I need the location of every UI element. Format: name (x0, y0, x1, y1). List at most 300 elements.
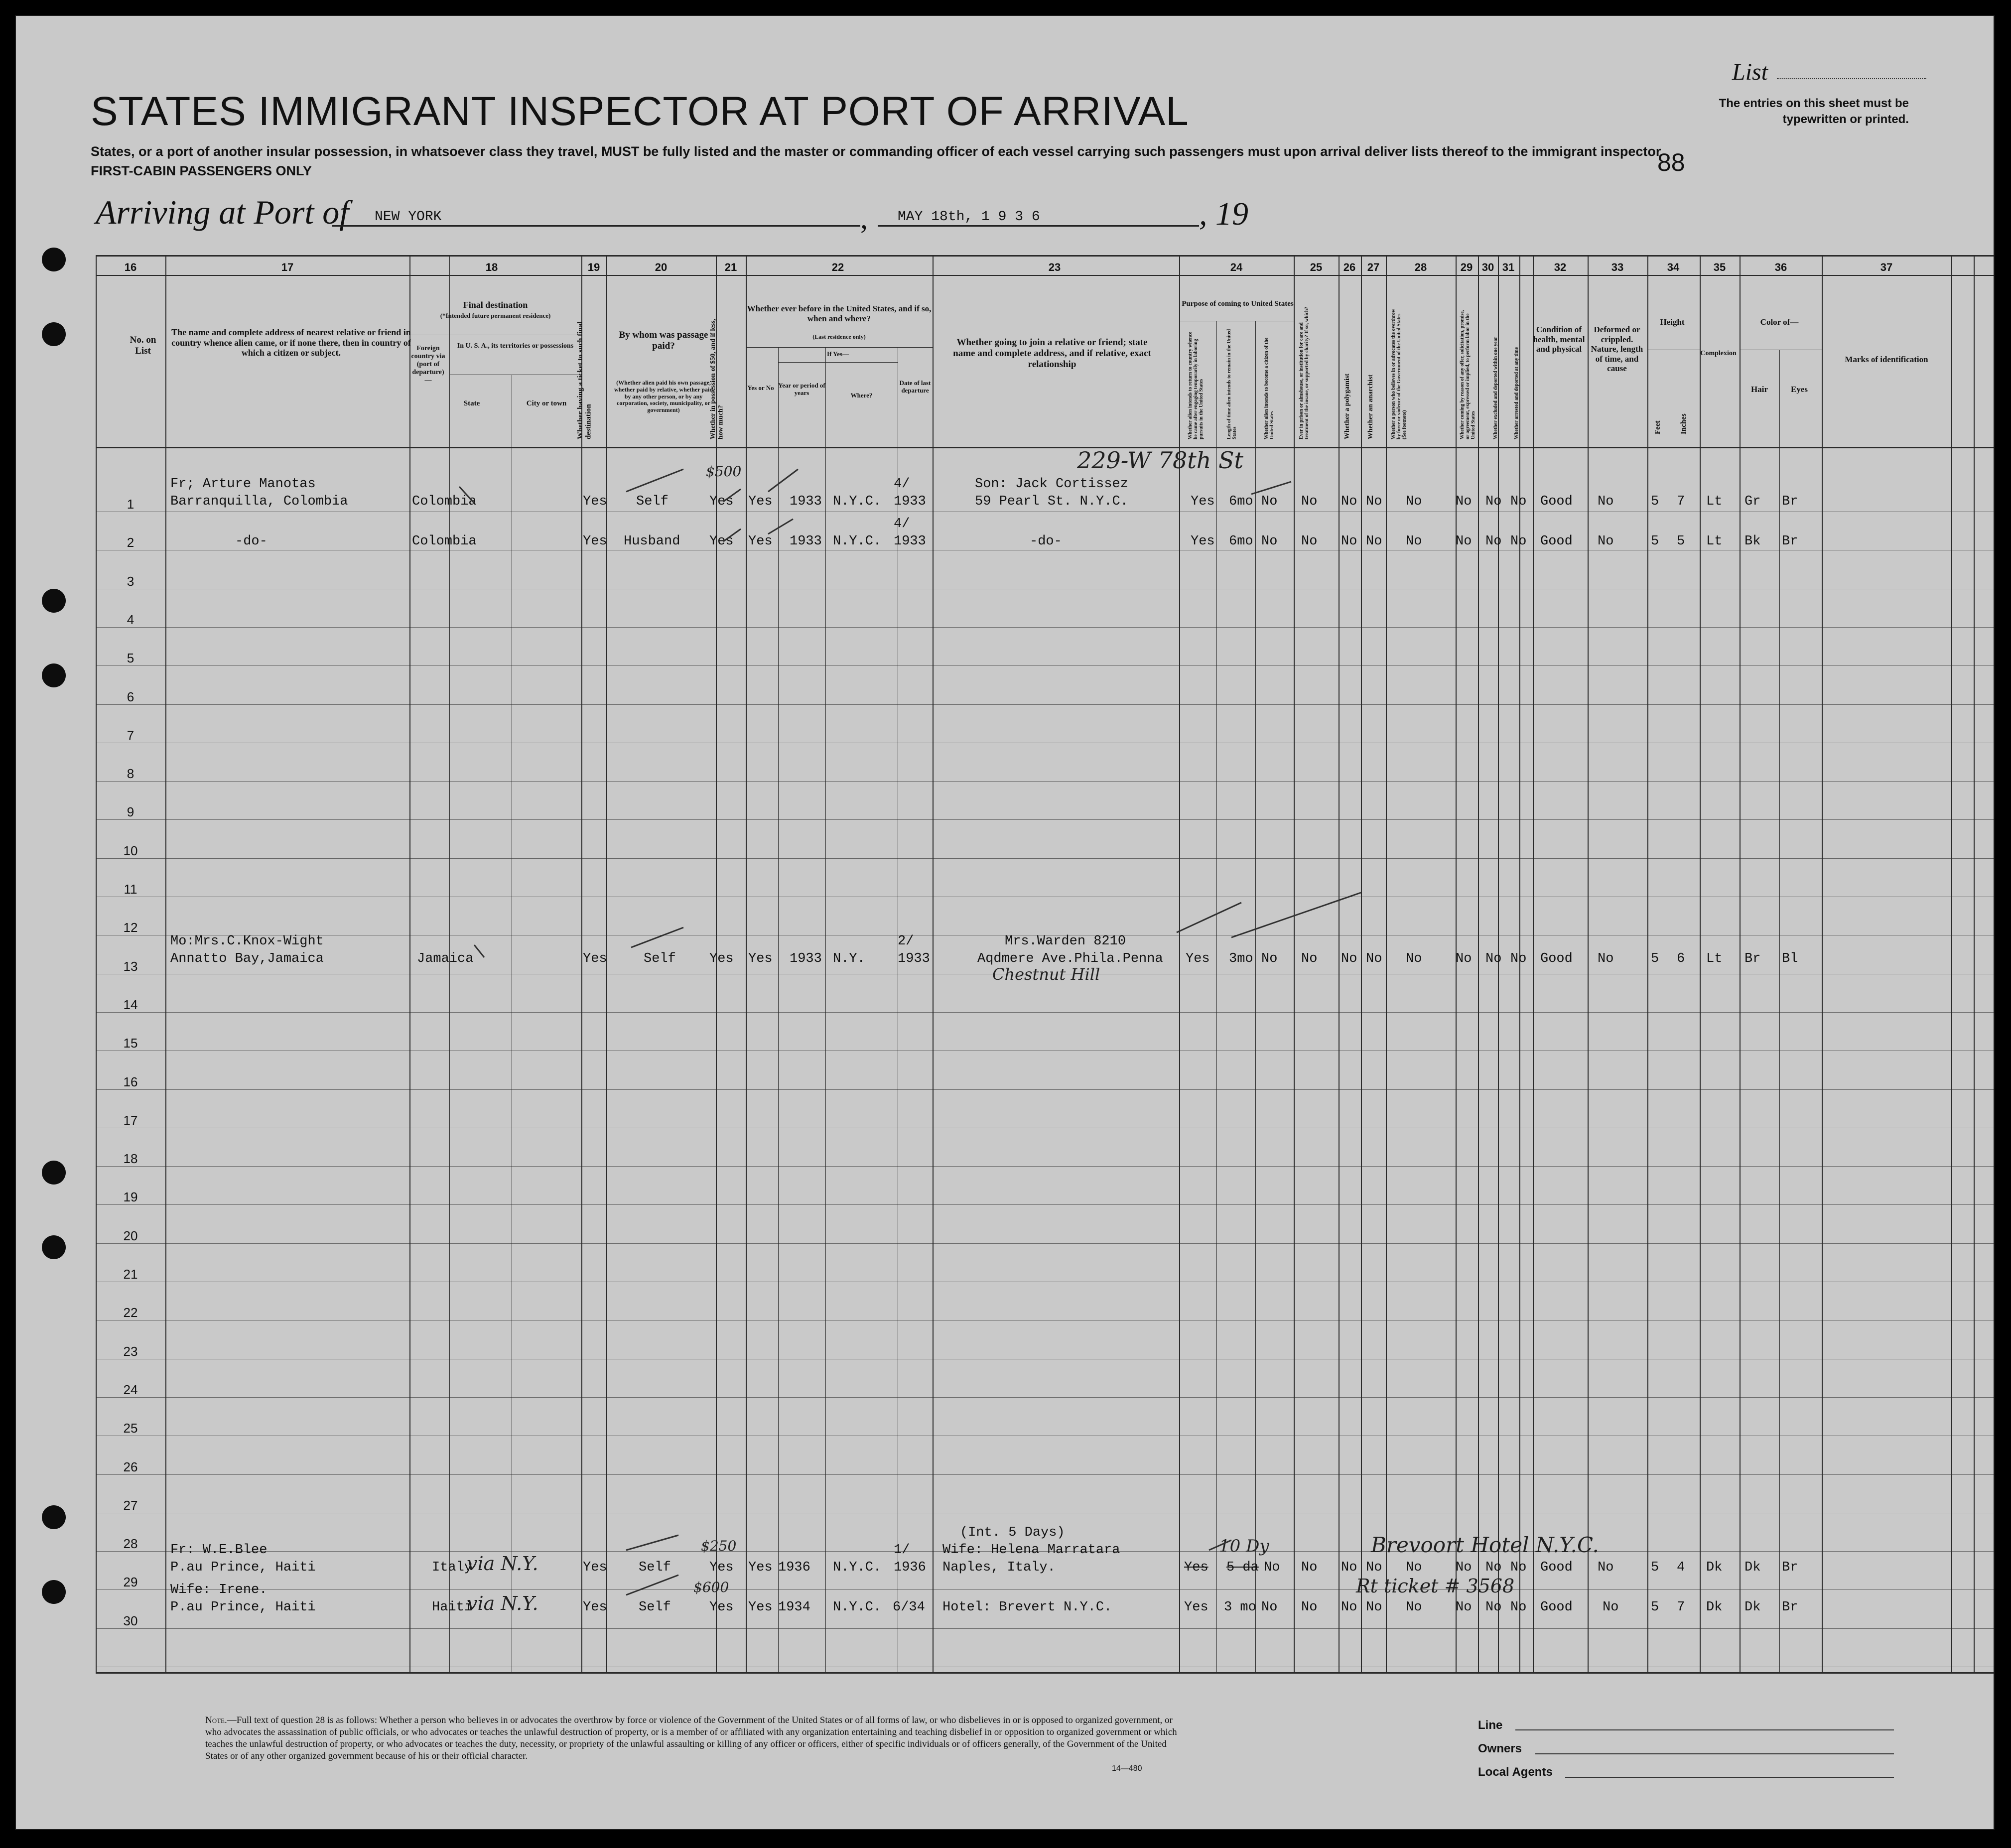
join-address: Aqdmere Ave.Phila.Penna (977, 951, 1163, 966)
overthrow: No (1406, 494, 1422, 509)
column-rule (1339, 255, 1340, 1672)
header-bottom-border (96, 447, 1994, 448)
relative-address: P.au Prince, Haiti (170, 1560, 316, 1575)
header-excluded: Whether excluded and deported within one year (1493, 337, 1498, 439)
row-rule (96, 1012, 1994, 1013)
column-rule (778, 347, 779, 1672)
length-of-stay: 3 mo (1224, 1600, 1256, 1615)
handwritten-length: 10 Dy (1219, 1536, 1269, 1556)
relative-address: P.au Prince, Haiti (170, 1600, 316, 1615)
last-departure: 2/ (898, 934, 914, 949)
row-number: 8 (127, 766, 134, 782)
height-inches: 7 (1677, 1600, 1685, 1615)
line-label: Line (1478, 1718, 1503, 1732)
row-number: 16 (123, 1074, 138, 1089)
excluded: No (1485, 494, 1502, 509)
column-rule (1700, 255, 1701, 1672)
line-field (1515, 1729, 1894, 1730)
polygamist: No (1341, 534, 1357, 549)
row-rule (96, 858, 1994, 859)
row-number: 30 (123, 1613, 138, 1628)
column-number: 20 (655, 261, 668, 273)
polygamist: No (1341, 494, 1357, 509)
anarchist: No (1366, 494, 1382, 509)
join-relative: Wife: Helena Marratara (942, 1543, 1120, 1558)
column-rule (1478, 255, 1479, 1672)
before-where: N.Y.C. (833, 534, 882, 549)
header-overthrow: Whether a person who believes in or advocates the overthrow by force or violence of the Government of the United States (See footnote) (1391, 309, 1407, 439)
purpose: Yes (1191, 494, 1215, 509)
anarchist: No (1366, 1600, 1382, 1615)
overthrow: No (1406, 951, 1422, 966)
header-yes-no: Yes or No (747, 384, 774, 392)
row-number: 10 (123, 843, 138, 858)
column-rule (1740, 255, 1741, 1672)
row-rule (96, 1628, 1994, 1629)
excluded: No (1485, 534, 1502, 549)
height-inches: 6 (1677, 951, 1685, 966)
instructions-line-2: FIRST-CABIN PASSENGERS ONLY (91, 163, 312, 178)
row-rule (96, 1166, 1994, 1167)
column-number-divider (96, 275, 1994, 276)
join-address: 59 Pearl St. N.Y.C. (975, 494, 1128, 509)
header-feet: Feet (1654, 420, 1662, 434)
column-rule (165, 255, 166, 1672)
overthrow: No (1406, 534, 1422, 549)
header-purpose-length: Length of time alien intends to remain in the United States (1226, 329, 1237, 439)
column-number: 32 (1554, 261, 1567, 273)
column-number: 35 (1713, 261, 1726, 273)
header-year: Year or period of years (778, 382, 825, 396)
length-of-stay: 6mo (1229, 534, 1253, 549)
header-height: Height (1660, 317, 1685, 327)
complexion: Dk (1706, 1600, 1723, 1615)
column-number: 30 (1481, 261, 1494, 273)
table-top-border (96, 255, 1994, 257)
binder-hole (42, 322, 66, 346)
last-departure: 6/34 (893, 1600, 925, 1615)
header-join-relative: Whether going to join a relative or friend; state name and complete address, and if relative, exact relationship (953, 337, 1151, 370)
foreign-country: Italy (432, 1560, 473, 1575)
header-passage-paid: By whom was passage paid? (619, 330, 708, 351)
ticket: Yes (583, 951, 607, 966)
handwritten-address: 229-W 78th St (1077, 447, 1243, 474)
prison: No (1301, 1560, 1318, 1575)
foreign-country: Colombia (412, 534, 477, 549)
header-passage-paid-note: (Whether alien paid his own passage, whether paid by relative, whether paid by any other person, or by any corporation, society, municipality, or government) (614, 379, 713, 414)
polygamist: No (1341, 951, 1357, 966)
column-number: 25 (1310, 261, 1323, 273)
sheet-number: 88 (1657, 148, 1685, 176)
height-feet: 5 (1651, 1600, 1659, 1615)
subheader-rule (746, 347, 933, 348)
binder-hole (42, 1161, 66, 1185)
join-relative: Son: Jack Cortissez (975, 477, 1128, 492)
column-number: 27 (1367, 261, 1380, 273)
passage-paid-by: Husband (624, 534, 680, 549)
labor-offer: No (1456, 951, 1472, 966)
subheader-rule (778, 362, 898, 363)
handwritten-via: via N.Y. (467, 1592, 538, 1614)
row-rule (96, 1474, 1994, 1475)
foreign-country: Jamaica (417, 951, 474, 966)
before-yes-no: Yes (748, 534, 773, 549)
anarchist: No (1366, 1560, 1382, 1575)
intends-citizen: No (1261, 534, 1278, 549)
header-ticket: Whether having a ticket to such final destination (576, 321, 593, 439)
owners-field (1535, 1753, 1894, 1754)
port-line (332, 225, 860, 227)
row-rule (96, 819, 1994, 820)
ticket: Yes (583, 1560, 607, 1575)
hair: Gr (1744, 494, 1761, 509)
complexion: Lt (1706, 494, 1723, 509)
local-agents-field (1565, 1777, 1894, 1778)
row-number: 1 (127, 497, 134, 512)
column-number: 28 (1414, 261, 1427, 273)
column-number: 21 (724, 261, 737, 273)
join-relative: Mrs.Warden 8210 (1005, 934, 1126, 949)
row-number: 24 (123, 1382, 138, 1397)
purpose: Yes (1184, 1600, 1208, 1615)
column-number: 23 (1048, 261, 1061, 273)
column-rule (1588, 255, 1589, 1672)
before-yes-no: Yes (748, 951, 773, 966)
passage-paid-by: Self (644, 951, 676, 966)
row-number: 12 (123, 920, 138, 935)
owners-label: Owners (1478, 1742, 1522, 1755)
complexion: Lt (1706, 951, 1723, 966)
header-prison: Ever in prison or almshouse, or institution for care and treatment of the insane, or supported by charity? If so, which? (1299, 306, 1310, 439)
length-of-stay: 6mo (1229, 494, 1253, 509)
complexion: Dk (1706, 1560, 1723, 1575)
row-number: 7 (127, 727, 134, 743)
height-inches: 4 (1677, 1560, 1685, 1575)
header-inches: Inches (1680, 413, 1688, 434)
eyes: Br (1782, 534, 1798, 549)
column-rule (1951, 255, 1952, 1672)
eyes: Br (1782, 1600, 1798, 1615)
page-title: STATES IMMIGRANT INSPECTOR AT PORT OF ARRIVAL (91, 89, 1189, 134)
deformed: No (1603, 1600, 1619, 1615)
before-year: 1933 (790, 534, 822, 549)
row-number: 14 (123, 997, 138, 1012)
last-departure: 4/ (894, 477, 910, 492)
polygamist: No (1341, 1560, 1357, 1575)
polygamist: No (1341, 1600, 1357, 1615)
deported: No (1510, 534, 1527, 549)
column-number: 36 (1774, 261, 1787, 273)
header-date-departure: Date of last departure (899, 379, 931, 394)
column-rule (746, 255, 747, 1672)
foreign-country: Haiti (432, 1600, 473, 1615)
column-rule (1386, 255, 1387, 1672)
join-relative: -do- (1030, 534, 1062, 549)
money: Yes (709, 1560, 734, 1575)
list-label: List (1732, 59, 1768, 85)
row-number: 27 (123, 1497, 138, 1513)
handwritten-ticket: Rt ticket # 3568 (1356, 1575, 1515, 1597)
header-foreign-country: Foreign country via (port of departure)— (411, 345, 445, 385)
relative-name: -do- (235, 534, 268, 549)
prison: No (1301, 951, 1318, 966)
form-code: 14—480 (1112, 1764, 1142, 1773)
before-where: N.Y.C. (833, 1600, 882, 1615)
row-rule (96, 627, 1994, 628)
row-number: 2 (127, 535, 134, 550)
handwritten-money: $600 (693, 1579, 729, 1595)
row-number: 5 (127, 651, 134, 666)
header-purpose: Purpose of coming to United States (1182, 300, 1294, 308)
row-number: 11 (124, 882, 137, 897)
instructions-line-1: States, or a port of another insular possession, in whatsoever class they travel, MUST be fully listed and the master or commanding officer of each vessel carrying such passengers must upon arrival deliver lists thereof to the immigrant inspector (91, 144, 1661, 159)
hair: Bk (1744, 534, 1761, 549)
deported: No (1510, 1600, 1527, 1615)
overthrow: No (1406, 1560, 1422, 1575)
height-feet: 5 (1651, 1560, 1659, 1575)
row-rule (96, 1204, 1994, 1205)
handwritten-money: $500 (706, 463, 742, 480)
complexion: Lt (1706, 534, 1723, 549)
purpose: Yes (1191, 534, 1215, 549)
column-number: 24 (1230, 261, 1243, 273)
column-rule (825, 347, 826, 1672)
row-number: 21 (123, 1267, 138, 1282)
header-polygamist: Whether a polygamist (1343, 374, 1351, 439)
passage-paid-by: Self (639, 1560, 671, 1575)
column-number: 31 (1502, 261, 1515, 273)
before-year: 1933 (790, 951, 822, 966)
health: Good (1540, 534, 1573, 549)
column-number: 29 (1460, 261, 1473, 273)
column-rule (1779, 350, 1780, 1672)
header-usa: In U. S. A., its territories or possessions (457, 342, 574, 350)
relative-name: Fr; Arture Manotas (170, 477, 316, 492)
last-departure-year: 1933 (894, 494, 926, 509)
row-number: 22 (123, 1305, 138, 1320)
before-year: 1934 (778, 1600, 810, 1615)
prison: No (1301, 534, 1318, 549)
header-before-in-us: Whether ever before in the United States, and if so, when and where? (747, 304, 932, 323)
header-final-destination-note: (*Intended future permanent residence) (440, 312, 551, 319)
health: Good (1540, 494, 1573, 509)
deported: No (1510, 951, 1527, 966)
column-number: 17 (281, 261, 294, 273)
column-rule (933, 255, 934, 1672)
intends-citizen: No (1264, 1560, 1280, 1575)
deformed: No (1598, 534, 1614, 549)
money: Yes (709, 1600, 734, 1615)
header-labor-offer: Whether coming by reason of any offer, solicitation, promise, or agreement, expressed or implied, to perform labor in the United States (1460, 310, 1476, 439)
footnote-label: Note. (205, 1715, 227, 1725)
typewritten-note: The entries on this sheet must be typewritten or printed. (1719, 97, 1909, 126)
handwritten-via: via N.Y. (467, 1553, 538, 1575)
relative-name: Mo:Mrs.C.Knox-Wight (170, 934, 324, 949)
last-departure-year: 1933 (898, 951, 930, 966)
column-number: 19 (587, 261, 600, 273)
binder-hole (42, 1505, 66, 1529)
row-number: 28 (123, 1536, 138, 1552)
header-hair: Hair (1751, 385, 1768, 394)
column-rule (1974, 255, 1975, 1672)
header-deformed: Deformed or crippled. Nature, length of time, and cause (1591, 325, 1643, 374)
height-feet: 5 (1651, 494, 1659, 509)
row-number: 3 (127, 573, 134, 589)
row-rule (96, 1089, 1994, 1090)
handwritten-join-note: Chestnut Hill (992, 965, 1100, 984)
column-rule (1533, 255, 1534, 1672)
row-rule (96, 704, 1994, 705)
header-city: City or town (526, 399, 567, 407)
local-agents-label: Local Agents (1478, 1765, 1553, 1779)
money: Yes (709, 494, 734, 509)
arriving-label: Arriving at Port of (96, 193, 349, 231)
handwritten-money: $250 (701, 1538, 737, 1554)
health: Good (1540, 1560, 1573, 1575)
intends-citizen: No (1261, 494, 1278, 509)
binder-hole (42, 248, 66, 271)
column-rule (581, 255, 582, 1672)
header-purpose-return: Whether alien intends to return to country whence he came after engaging temporarily in laboring pursuits in the United States (1188, 331, 1204, 439)
column-rule (1255, 321, 1256, 1672)
row-number: 9 (127, 804, 134, 820)
header-complexion: Complexion (1700, 350, 1737, 357)
last-departure: 4/ (894, 517, 910, 531)
row-number: 17 (123, 1112, 138, 1128)
column-rule (1361, 255, 1362, 1672)
health: Good (1540, 951, 1573, 966)
join-relative: Hotel: Brevert N.Y.C. (942, 1600, 1112, 1615)
relative-name: Wife: Irene. (170, 1583, 268, 1597)
header-health: Condition of health, mental and physical (1533, 325, 1585, 354)
purpose: Yes (1186, 951, 1210, 966)
prison: No (1301, 1600, 1318, 1615)
passage-paid-by: Self (639, 1600, 671, 1615)
overthrow: No (1406, 1600, 1422, 1615)
column-number: 22 (831, 261, 844, 273)
labor-offer: No (1456, 494, 1472, 509)
height-inches: 5 (1677, 534, 1685, 549)
header-eyes: Eyes (1791, 385, 1808, 394)
year-prefix: , 19 (1199, 196, 1248, 232)
binder-hole (42, 1580, 66, 1604)
row-rule (96, 1589, 1994, 1590)
ticket: Yes (583, 494, 607, 509)
length-of-stay: 3mo (1229, 951, 1253, 966)
header-where: Where? (850, 392, 873, 399)
port-comma: , (860, 202, 868, 235)
row-number: 4 (127, 612, 134, 627)
deported: No (1510, 1560, 1527, 1575)
before-year: 1933 (790, 494, 822, 509)
hair: Br (1744, 951, 1761, 966)
column-rule (1216, 321, 1217, 1672)
header-relative: The name and complete address of nearest relative or friend in country whence alien came, or if none there, then in country of which a citizen or subject. (171, 327, 411, 358)
intends-citizen: No (1261, 1600, 1278, 1615)
money: Yes (709, 534, 734, 549)
hair: Dk (1744, 1600, 1761, 1615)
deformed: No (1598, 1560, 1614, 1575)
eyes: Br (1782, 1560, 1798, 1575)
relative-name: Fr: W.E.Blee (170, 1543, 268, 1558)
column-rule (1647, 255, 1648, 1672)
deformed: No (1598, 494, 1614, 509)
footnote (205, 1715, 1182, 1762)
row-rule (96, 1397, 1994, 1398)
column-rule (409, 255, 410, 1672)
header-anarchist: Whether an anarchist (1367, 374, 1374, 439)
header-deported: Whether arrested and deported at any time (1514, 347, 1519, 439)
before-year: 1936 (778, 1560, 810, 1575)
handwritten-hotel: Brevoort Hotel N.Y.C. (1371, 1533, 1599, 1557)
deported: No (1510, 494, 1527, 509)
header-money: Whether in possession of $50, and if less, how much? (709, 318, 725, 439)
header-marks: Marks of identification (1845, 355, 1928, 364)
before-yes-no: Yes (748, 1560, 773, 1575)
header-if-yes: If Yes— (827, 350, 849, 358)
header-before-in-us-note: (Last residence only) (812, 333, 866, 340)
row-rule (96, 1243, 1994, 1244)
row-number: 6 (127, 689, 134, 704)
row-number: 29 (123, 1575, 138, 1590)
intends-citizen: No (1261, 951, 1278, 966)
before-where: N.Y.C. (833, 494, 882, 509)
row-number: 13 (123, 958, 138, 974)
row-number: 23 (123, 1343, 138, 1359)
anarchist: No (1366, 534, 1382, 549)
before-where: N.Y.C. (833, 1560, 882, 1575)
header-color: Color of— (1760, 317, 1799, 327)
manifest-sheet (15, 15, 1995, 1830)
row-number: 15 (123, 1036, 138, 1051)
ticket: Yes (583, 534, 607, 549)
last-departure-year: 1933 (894, 534, 926, 549)
table-bottom-border (96, 1672, 1994, 1674)
height-feet: 5 (1651, 951, 1659, 966)
column-number: 34 (1667, 261, 1680, 273)
column-rule (1294, 255, 1295, 1672)
port-value: NEW YORK (375, 209, 442, 225)
join-address: Naples, Italy. (942, 1560, 1056, 1575)
eyes: Bl (1782, 951, 1798, 966)
labor-offer: No (1456, 1560, 1472, 1575)
header-purpose-citizen: Whether alien intends to become a citizen of the United States (1264, 337, 1275, 439)
anarchist: No (1366, 951, 1382, 966)
column-number: 37 (1880, 261, 1893, 273)
before-where: N.Y. (833, 951, 865, 966)
row-number: 18 (123, 1151, 138, 1167)
row-number: 25 (123, 1421, 138, 1436)
list-number-line (1777, 78, 1926, 79)
relative-address: Annatto Bay,Jamaica (170, 951, 324, 966)
column-number: 18 (485, 261, 498, 273)
excluded: No (1485, 1600, 1502, 1615)
purpose: Yes (1184, 1560, 1208, 1575)
row-rule (96, 665, 1994, 666)
column-number: 26 (1343, 261, 1356, 273)
last-departure: 1/ (894, 1543, 910, 1558)
eyes: Br (1782, 494, 1798, 509)
hair: Dk (1744, 1560, 1761, 1575)
foreign-country: Colombia (412, 494, 477, 509)
row-rule (96, 781, 1994, 782)
column-number: 33 (1611, 261, 1624, 273)
passage-paid-by: Self (636, 494, 669, 509)
arrival-date: MAY 18th, 1 9 3 6 (898, 209, 1040, 225)
before-yes-no: Yes (748, 1600, 773, 1615)
height-feet: 5 (1651, 534, 1659, 549)
row-number: 26 (123, 1459, 138, 1474)
